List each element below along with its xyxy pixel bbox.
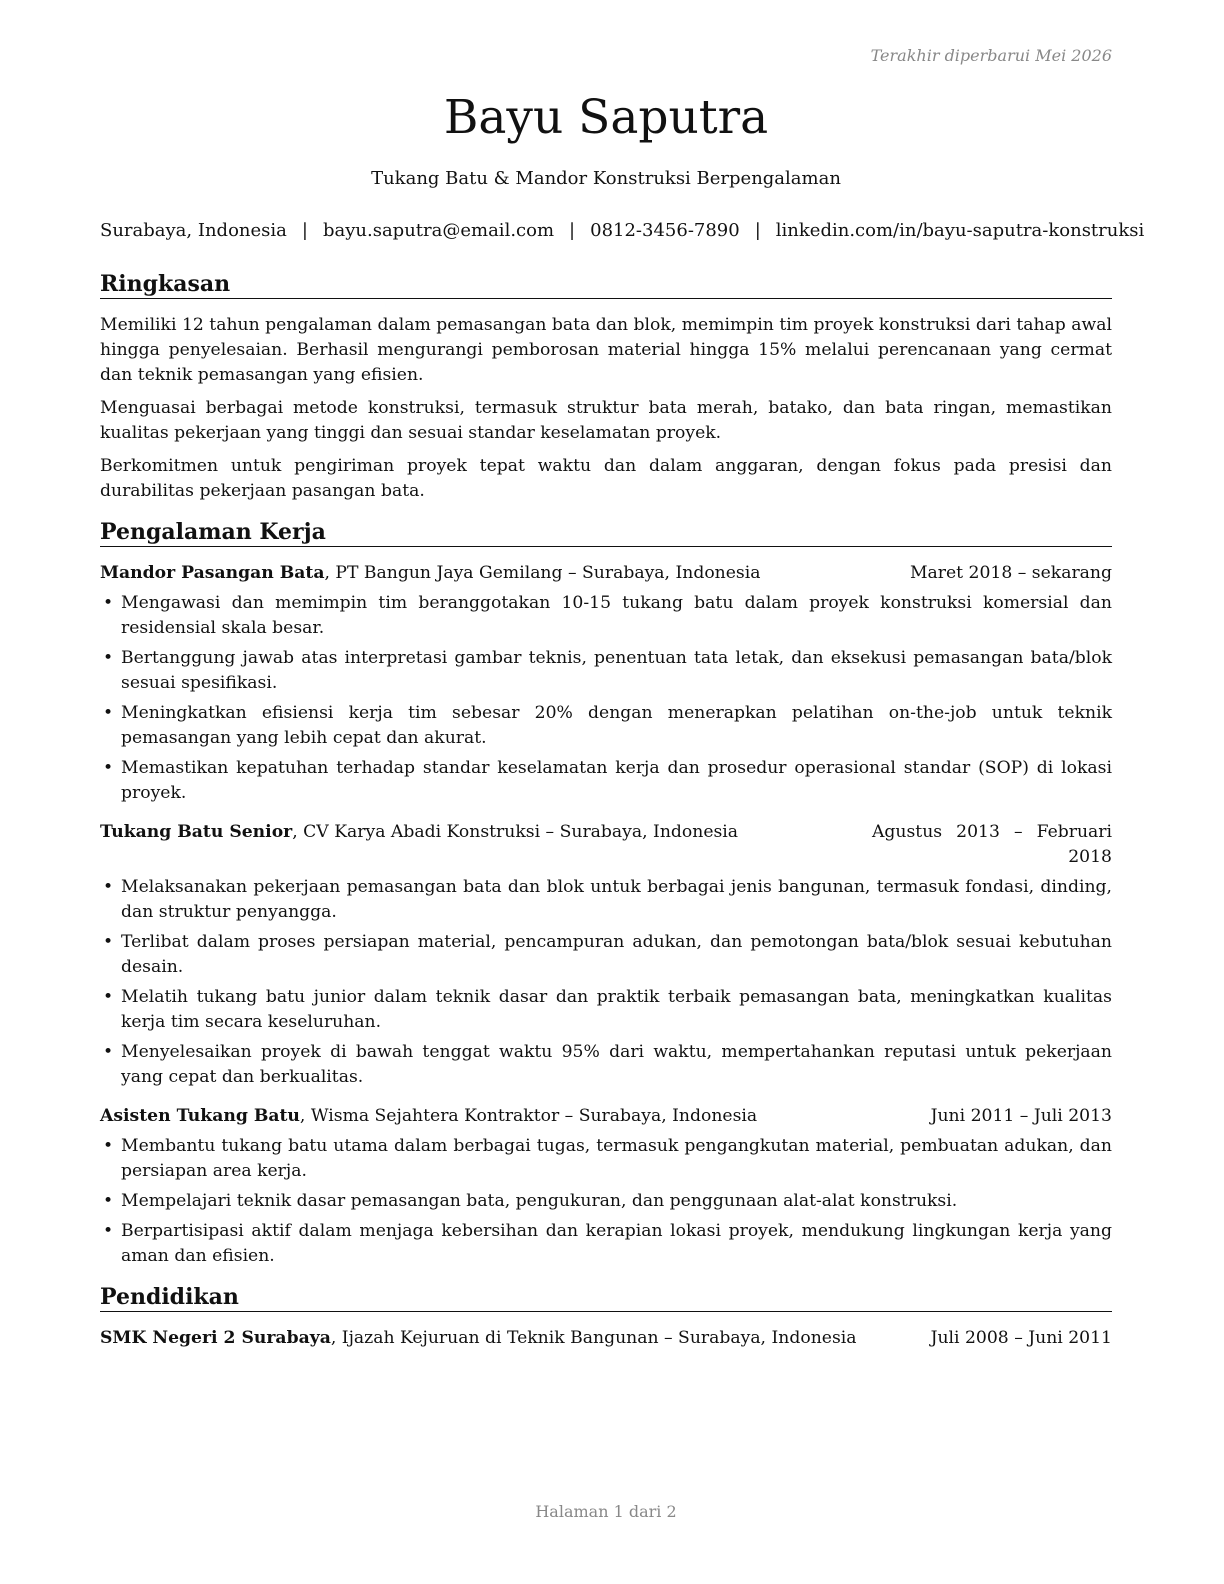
resume-page <box>100 0 1145 1584</box>
job-company: , CV Karya Abadi Konstruksi – Surabaya, Indonesia <box>292 822 739 842</box>
bullet-icon: • <box>103 987 114 1007</box>
job-bullet-text: Bertanggung jawab atas interpretasi gambar teknis, penentuan tata letak, dan eksekusi pemasangan bata/blok sesuai spesifikasi. <box>121 648 1112 693</box>
job-bullet-text: Melaksanakan pekerjaan pemasangan bata dan blok untuk berbagai jenis bangunan, termasuk fondasi, dinding, dan struktur penyangga. <box>121 877 1112 922</box>
section-title-summary: Ringkasan <box>100 270 1112 299</box>
job-bullet-text: Mempelajari teknik dasar pemasangan bata, pengukuran, dan penggunaan alat-alat konstruksi. <box>121 1191 958 1211</box>
bullet-icon: • <box>103 593 114 613</box>
job-bullet-text: Memastikan kepatuhan terhadap standar keselamatan kerja dan prosedur operasional standar (SOP) di lokasi proyek. <box>121 758 1112 803</box>
job-role-company <box>100 561 910 586</box>
bullet-icon: • <box>103 1136 114 1156</box>
job-bullet-text: Membantu tukang batu utama dalam berbagai tugas, termasuk pengangkutan material, pembuatan adukan, dan persiapan area kerja. <box>121 1136 1112 1181</box>
job-bullet <box>100 756 1112 806</box>
bullet-icon: • <box>103 1221 114 1241</box>
bullet-icon: • <box>103 1042 114 1062</box>
education-section <box>100 1283 1112 1351</box>
job-header <box>100 561 1112 586</box>
job-bullet-text: Menyelesaikan proyek di bawah tenggat waktu 95% dari waktu, mempertahankan reputasi untuk pekerjaan yang cepat dan berkualitas. <box>121 1042 1112 1087</box>
education-dates: Juli 2008 – Juni 2011 <box>930 1328 1112 1348</box>
job-entry <box>100 1104 1112 1269</box>
candidate-tagline: Tukang Batu & Mandor Konstruksi Berpengalaman <box>371 168 841 189</box>
page-number: Halaman 1 dari 2 <box>535 1502 677 1521</box>
candidate-name: Bayu Saputra <box>443 90 769 145</box>
job-entry <box>100 561 1112 806</box>
contact-line <box>100 220 1145 242</box>
contact-linkedin[interactable]: linkedin.com/in/bayu-saputra-konstruksi <box>775 220 1145 241</box>
job-bullet <box>100 1134 1112 1184</box>
job-company: , Wisma Sejahtera Kontraktor – Surabaya, Indonesia <box>299 1106 758 1126</box>
job-entry <box>100 820 1112 1090</box>
job-bullet-text: Berpartisipasi aktif dalam menjaga kebersihan dan kerapian lokasi proyek, mendukung lingkungan kerja yang aman dan efisien. <box>121 1221 1112 1266</box>
contact-phone: 0812-3456-7890 <box>590 220 740 241</box>
job-bullets <box>100 591 1112 806</box>
bullet-icon: • <box>103 877 114 897</box>
last-updated-note: Terakhir diperbarui Mei 2026 <box>870 46 1112 65</box>
education-school: SMK Negeri 2 Surabaya <box>100 1328 331 1348</box>
job-bullet-text: Melatih tukang batu junior dalam teknik dasar dan praktik terbaik pemasangan bata, meningkatkan kualitas kerja tim secara keseluruhan. <box>121 987 1112 1032</box>
contact-separator: | <box>569 220 576 241</box>
education-detail: , Ijazah Kejuruan di Teknik Bangunan – Surabaya, Indonesia <box>330 1328 857 1348</box>
summary-section <box>100 270 1112 504</box>
job-dates: Juni 2011 – Juli 2013 <box>930 1106 1112 1126</box>
bullet-icon: • <box>103 1191 114 1211</box>
job-bullet <box>100 701 1112 751</box>
job-dates: Agustus 2013 – Februari 2018 <box>872 822 1112 867</box>
contact-separator: | <box>754 220 761 241</box>
contact-separator: | <box>301 220 308 241</box>
job-role-company <box>100 820 872 845</box>
job-bullet-text: Mengawasi dan memimpin tim beranggotakan 10-15 tukang batu dalam proyek konstruksi komersial dan residensial skala besar. <box>121 593 1112 638</box>
summary-paragraph: Memiliki 12 tahun pengalaman dalam pemasangan bata dan blok, memimpin tim proyek konstruksi dari tahap awal hingga penyelesaian. Berhasil mengurangi pemborosan material hingga 15% melalui perencanaan yang cermat dan teknik pemasangan yang efisien. <box>100 315 1112 385</box>
job-title: Mandor Pasangan Bata <box>100 563 325 583</box>
bullet-icon: • <box>103 703 114 723</box>
summary-paragraph: Menguasai berbagai metode konstruksi, termasuk struktur bata merah, batako, dan bata ringan, memastikan kualitas pekerjaan yang tinggi dan sesuai standar keselamatan proyek. <box>100 398 1112 443</box>
job-title: Tukang Batu Senior <box>100 822 293 842</box>
resume-content <box>100 270 1112 1365</box>
job-bullet <box>100 875 1112 925</box>
job-bullets <box>100 875 1112 1090</box>
summary-paragraph: Berkomitmen untuk pengiriman proyek tepat waktu dan dalam anggaran, dengan fokus pada presisi dan durabilitas pekerjaan pasangan bata. <box>100 456 1112 501</box>
bullet-icon: • <box>103 932 114 952</box>
job-header <box>100 1104 1112 1129</box>
experience-section <box>100 518 1112 1269</box>
education-school-detail <box>100 1326 931 1351</box>
job-bullet <box>100 1040 1112 1090</box>
job-company: , PT Bangun Jaya Gemilang – Surabaya, Indonesia <box>324 563 761 583</box>
job-bullet-text: Terlibat dalam proses persiapan material, pencampuran adukan, dan pemotongan bata/blok sesuai kebutuhan desain. <box>121 932 1112 977</box>
job-bullet <box>100 930 1112 980</box>
bullet-icon: • <box>103 648 114 668</box>
job-bullet <box>100 1189 1112 1214</box>
job-bullet <box>100 591 1112 641</box>
job-bullet <box>100 1219 1112 1269</box>
education-entry <box>100 1326 1112 1351</box>
job-header <box>100 820 1112 870</box>
job-dates: Maret 2018 – sekarang <box>909 563 1112 583</box>
job-bullets <box>100 1134 1112 1269</box>
job-bullet <box>100 646 1112 696</box>
bullet-icon: • <box>103 758 114 778</box>
job-bullet-text: Meningkatkan efisiensi kerja tim sebesar 20% dengan menerapkan pelatihan on-the-job untuk teknik pemasangan yang lebih cepat dan akurat. <box>121 703 1112 748</box>
contact-location: Surabaya, Indonesia <box>100 220 287 241</box>
section-title-education: Pendidikan <box>100 1283 1112 1312</box>
job-title: Asisten Tukang Batu <box>100 1106 300 1126</box>
section-title-experience: Pengalaman Kerja <box>100 518 1112 547</box>
job-bullet <box>100 985 1112 1035</box>
job-role-company <box>100 1104 931 1129</box>
contact-email[interactable]: bayu.saputra@email.com <box>322 220 555 241</box>
